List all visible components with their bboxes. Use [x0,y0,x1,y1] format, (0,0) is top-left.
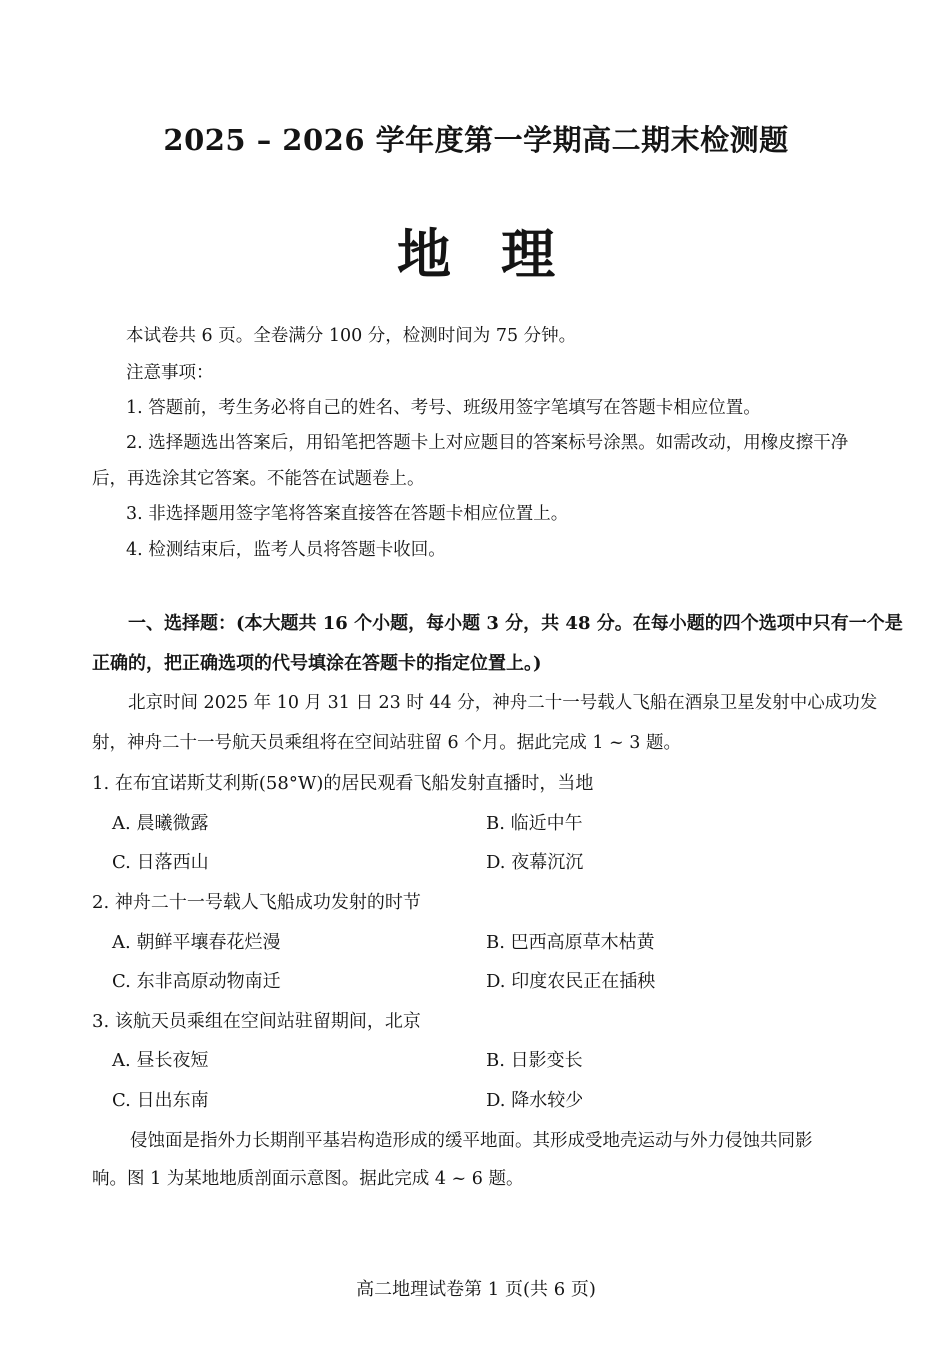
question-3-stem: 3. 该航天员乘组在空间站驻留期间，北京 [92,1011,421,1032]
question-3-option-c: C. 日出东南 [112,1090,209,1111]
passage-1-line-1: 北京时间 2025 年 10 月 31 日 23 时 44 分，神舟二十一号载人飞船在酒泉卫星发射中心成功发 [128,693,878,713]
note-2-line-2: 后，再选涂其它答案。不能答在试题卷上。 [92,469,425,489]
page-footer: 高二地理试卷第 1 页(共 6 页) [356,1279,596,1300]
notes-heading: 注意事项： [126,363,214,383]
question-1-option-b: B. 临近中午 [486,813,583,834]
note-1: 1. 答题前，考生务必将自己的姓名、考号、班级用签字笔填写在答题卡相应位置。 [126,398,761,418]
exam-info: 本试卷共 6 页。全卷满分 100 分，检测时间为 75 分钟。 [126,326,577,346]
question-1-option-d: D. 夜幕沉沉 [486,852,584,873]
question-3-option-b: B. 日影变长 [486,1050,583,1071]
passage-2-line-2: 响。图 1 为某地地质剖面示意图。据此完成 4 ~ 6 题。 [92,1169,524,1189]
note-4: 4. 检测结束后，监考人员将答题卡收回。 [126,540,446,560]
question-2-stem: 2. 神舟二十一号载人飞船成功发射的时节 [92,892,421,913]
passage-1-line-2: 射，神舟二十一号航天员乘组将在空间站驻留 6 个月。据此完成 1 ~ 3 题。 [92,733,681,753]
section-heading-line-2: 正确的，把正确选项的代号填涂在答题卡的指定位置上。) [92,653,542,674]
question-1-option-c: C. 日落西山 [112,852,209,873]
question-3-option-d: D. 降水较少 [486,1090,584,1111]
passage-2-line-1: 侵蚀面是指外力长期削平基岩构造形成的缓平地面。其形成受地壳运动与外力侵蚀共同影 [130,1131,813,1151]
question-2-option-d: D. 印度农民正在插秧 [486,971,656,992]
question-1-option-a: A. 晨曦微露 [112,813,209,834]
question-2-option-b: B. 巴西高原草木枯黄 [486,932,655,953]
note-2-line-1: 2. 选择题选出答案后，用铅笔把答题卡上对应题目的答案标号涂黑。如需改动，用橡皮擦干净 [126,433,849,453]
question-1-stem: 1. 在布宜诺斯艾利斯(58°W)的居民观看飞船发射直播时，当地 [92,773,594,794]
note-3: 3. 非选择题用签字笔将答案直接答在答题卡相应位置上。 [126,504,569,524]
question-2-option-a: A. 朝鲜平壤春花烂漫 [112,932,281,953]
exam-title: 2025 – 2026 学年度第一学期高二期末检测题 [163,123,789,157]
question-3-option-a: A. 昼长夜短 [112,1050,209,1071]
question-2-option-c: C. 东非高原动物南迁 [112,971,281,992]
section-heading-line-1: 一、选择题：(本大题共 16 个小题，每小题 3 分，共 48 分。在每小题的四个选项中只有一个是 [128,613,903,634]
subject-title: 地理 [397,222,605,286]
